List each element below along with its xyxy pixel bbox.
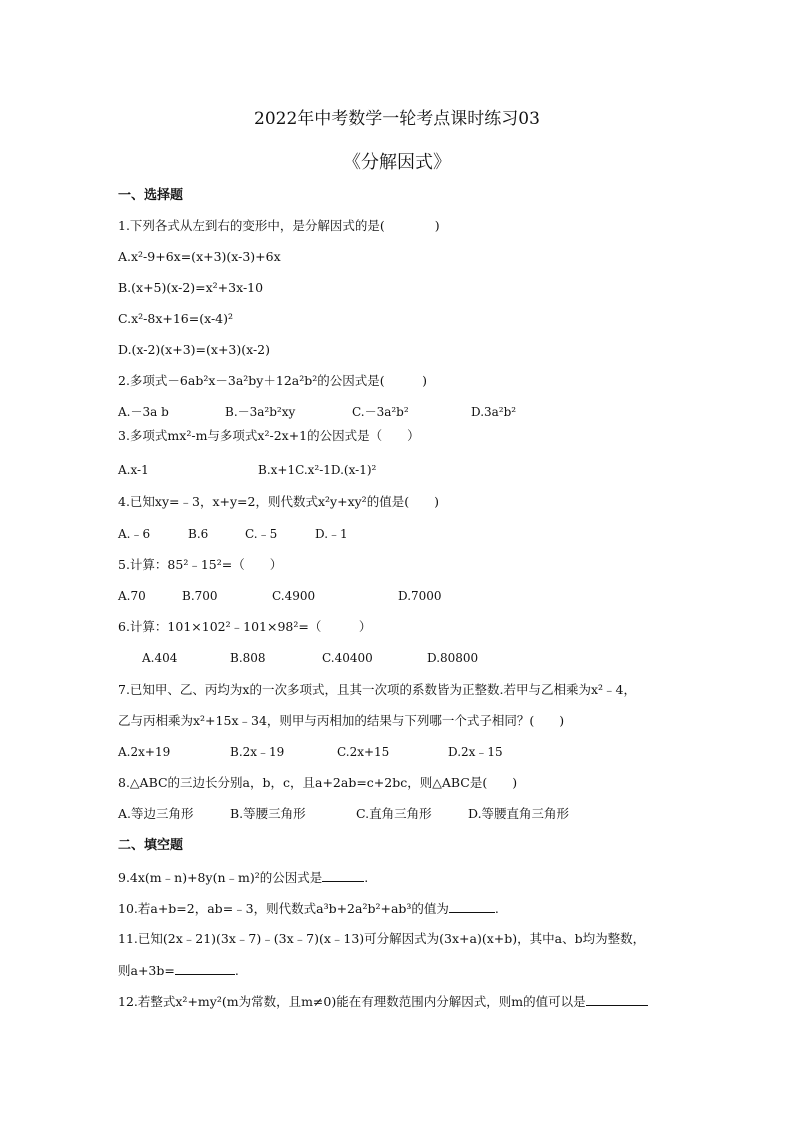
- question-5-option-c: C.4900: [272, 589, 316, 603]
- question-1-stem: 1.下列各式从左到右的变形中，是分解因式的是( ): [118, 218, 440, 233]
- question-7-option-d: D.2x﹣15: [448, 745, 503, 759]
- question-3-option-a: A.x-1: [118, 463, 149, 477]
- question-3-options-bcd: B.x+1C.x²-1D.(x-1)²: [258, 463, 377, 477]
- question-9-text: 9.4x(m﹣n)+8y(n﹣m)²的公因式是: [118, 870, 323, 885]
- question-7-stem-line-1: 7.已知甲、乙、丙均为x的一次多项式，且其一次项的系数皆为正整数.若甲与乙相乘为x²﹣4，: [118, 682, 636, 697]
- answer-blank[interactable]: [322, 869, 364, 882]
- question-6-option-d: D.80800: [427, 651, 479, 665]
- question-8-option-d: D.等腰直角三角形: [468, 806, 570, 821]
- question-7-stem-line-2: 乙与丙相乘为x²+15x﹣34，则甲与丙相加的结果与下列哪一个式子相同？( ): [118, 713, 565, 728]
- question-9-end: .: [364, 870, 369, 885]
- question-5-option-a: A.70: [118, 589, 146, 603]
- question-7-option-b: B.2x﹣19: [230, 745, 285, 759]
- question-6-option-b: B.808: [230, 651, 266, 665]
- question-6-stem: 6.计算：101×102²﹣101×98²=（ ）: [118, 619, 372, 634]
- question-8-option-c: C.直角三角形: [356, 806, 432, 821]
- question-10-text: 10.若a+b=2，ab=﹣3，则代数式a³b+2a²b²+ab³的值为: [118, 901, 449, 916]
- question-4-option-a: A.﹣6: [118, 527, 151, 541]
- question-2-option-b: B.－3a²b²xy: [225, 405, 296, 419]
- question-5-option-b: B.700: [182, 589, 218, 603]
- question-1-option-d: D.(x-2)(x+3)=(x+3)(x-2): [118, 342, 271, 357]
- question-2-stem: 2.多项式－6ab²x－3a²by＋12a²b²的公因式是( ): [118, 373, 428, 388]
- question-8-stem: 8.△ABC的三边长分别a，b，c，且a+2ab=c+2bc，则△ABC是( ): [118, 775, 518, 790]
- question-4-option-c: C.﹣5: [245, 527, 278, 541]
- question-9: [118, 869, 368, 886]
- question-5-option-d: D.7000: [398, 589, 442, 603]
- question-12-text: 12.若整式x²+my²(m为常数，且m≠0)能在有理数范围内分解因式，则m的值可以是: [118, 994, 586, 1009]
- question-6-option-a: A.404: [142, 651, 178, 665]
- question-12: [118, 993, 648, 1010]
- question-10: [118, 900, 499, 917]
- question-4-stem: 4.已知xy=﹣3，x+y=2，则代数式x²y+xy²的值是( ): [118, 494, 439, 509]
- question-11-end: .: [234, 963, 239, 978]
- question-11-line-1: 11.已知(2x﹣21)(3x﹣7)﹣(3x﹣7)(x﹣13)可分解因式为(3x+a)(x+b)，其中a、b均为整数，: [118, 931, 646, 946]
- question-3-stem: 3.多项式mx²-m与多项式x²-2x+1的公因式是（ ）: [118, 428, 420, 443]
- question-7-option-c: C.2x+15: [337, 745, 390, 759]
- question-1-option-c: C.x²-8x+16=(x-4)²: [118, 311, 234, 326]
- question-2-option-c: C.－3a²b²: [352, 405, 409, 419]
- question-6-option-c: C.40400: [322, 651, 373, 665]
- question-2-option-d: D.3a²b²: [471, 405, 517, 419]
- question-7-option-a: A.2x+19: [118, 745, 171, 759]
- section-heading-choice: 一、选择题: [118, 188, 184, 203]
- question-1-option-b: B.(x+5)(x-2)=x²+3x-10: [118, 280, 264, 295]
- answer-blank[interactable]: [449, 900, 495, 913]
- question-1-option-a: A.x²-9+6x=(x+3)(x-3)+6x: [118, 249, 281, 264]
- question-11-text: 则a+3b=: [118, 963, 175, 978]
- answer-blank[interactable]: [586, 993, 648, 1006]
- answer-blank[interactable]: [175, 962, 235, 975]
- question-8-option-a: A.等边三角形: [118, 806, 194, 821]
- document-subtitle: 《分解因式》: [343, 152, 451, 173]
- question-10-end: .: [494, 901, 499, 916]
- document-title: 2022年中考数学一轮考点课时练习03: [254, 109, 540, 129]
- question-2-option-a: A.－3a b: [118, 405, 169, 419]
- question-4-option-d: D.﹣1: [315, 527, 348, 541]
- question-8-option-b: B.等腰三角形: [230, 806, 306, 821]
- question-5-stem: 5.计算：85²﹣15²=（ ）: [118, 557, 283, 572]
- question-11-line-2: [118, 962, 239, 979]
- question-4-option-b: B.6: [188, 527, 209, 541]
- section-heading-fill: 二、填空题: [118, 838, 184, 853]
